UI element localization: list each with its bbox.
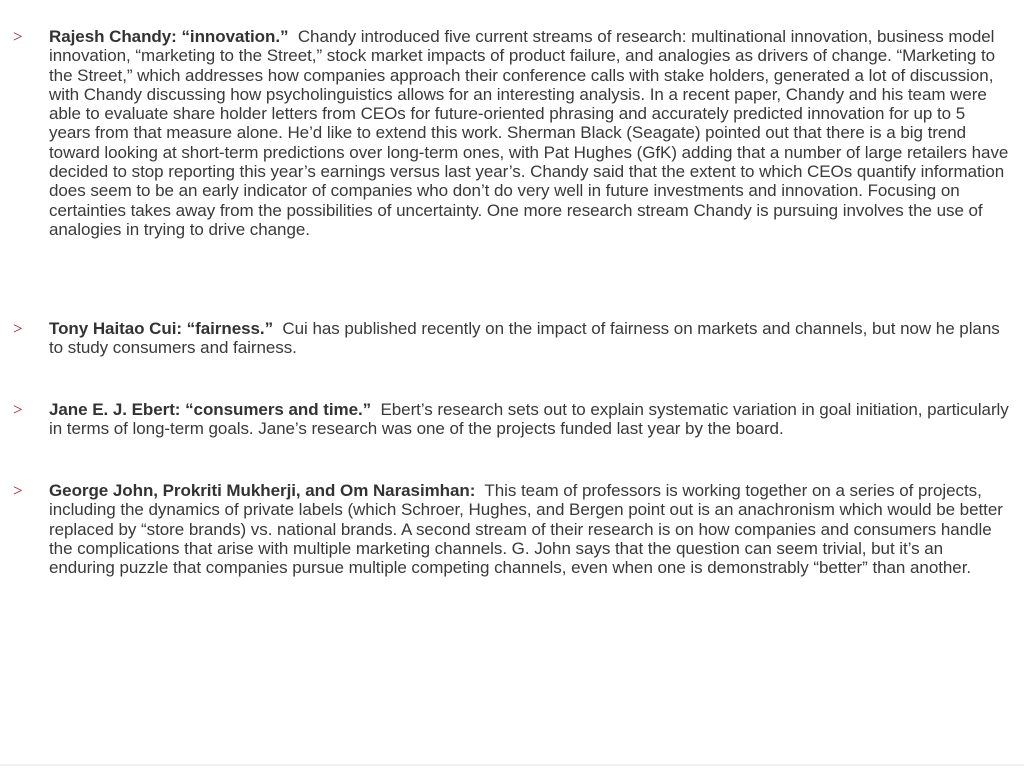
bullet-text xyxy=(49,481,1009,577)
bottom-divider xyxy=(0,764,1024,766)
bullet-marker: > xyxy=(13,27,23,46)
bullet-body: This team of professors is working together on a series of projects, including the dynamics of private labels (which Schroer, Hughes, and Bergen point out is an anachronism which would be better replaced by “store brands) vs. national brands. A second stream of their research is on how companies and consumers handle the complications that arise with multiple marketing channels. G. John says that the question can seem trivial, but it’s an enduring puzzle that companies pursue multiple competing channels, even when one is demonstrably “better” than another. xyxy=(49,481,1003,578)
bullet-body: Chandy introduced five current streams of research: multinational innovation, business model innovation, “marketing to the Street,” stock market impacts of product failure, and analogies as drivers of change. “Marketing to the Street,” which addresses how companies approach their conference calls with stake holders, generated a lot of discussion, with Chandy discussing how psycholinguistics allows for an interesting analysis. In a recent paper, Chandy and his team were able to evaluate share holder letters from CEOs for future-oriented phrasing and accurately predicted innovation for up to 5 years from that measure alone. He’d like to extend this work. Sherman Black (Seagate) pointed out that there is a big trend toward looking at short-term predictions over long-term ones, with Pat Hughes (GfK) adding that a number of large retailers have decided to stop reporting this year’s earnings versus last year’s. Chandy said that the extent to which CEOs quantify information does seem to be an early indicator of companies who don’t do very well in future investments and innovation. Focusing on certainties takes away from the possibilities of uncertainty. One more research stream Chandy is pursuing involves the use of analogies in trying to drive change. xyxy=(49,27,1009,239)
bullet-body: Ebert’s research sets out to explain systematic variation in goal initiation, particularly in terms of long-term goals. Jane’s research was one of the projects funded last year by the board. xyxy=(49,400,1009,439)
bullet-text xyxy=(49,400,1009,439)
bullet-lead: George John, Prokriti Mukherji, and Om Narasimhan: xyxy=(49,481,476,500)
bullet-body: Cui has published recently on the impact of fairness on markets and channels, but now he plans to study consumers and fairness. xyxy=(49,319,1000,358)
bullet-lead: Rajesh Chandy: “innovation.” xyxy=(49,27,289,46)
bullet-text xyxy=(49,319,1009,358)
bullet-lead: Tony Haitao Cui: “fairness.” xyxy=(49,319,274,338)
bullet-marker: > xyxy=(13,481,23,500)
bullet-lead: Jane E. J. Ebert: “consumers and time.” xyxy=(49,400,372,419)
bullet-text xyxy=(49,27,1009,239)
bullet-marker: > xyxy=(13,400,23,419)
bullet-marker: > xyxy=(13,319,23,338)
